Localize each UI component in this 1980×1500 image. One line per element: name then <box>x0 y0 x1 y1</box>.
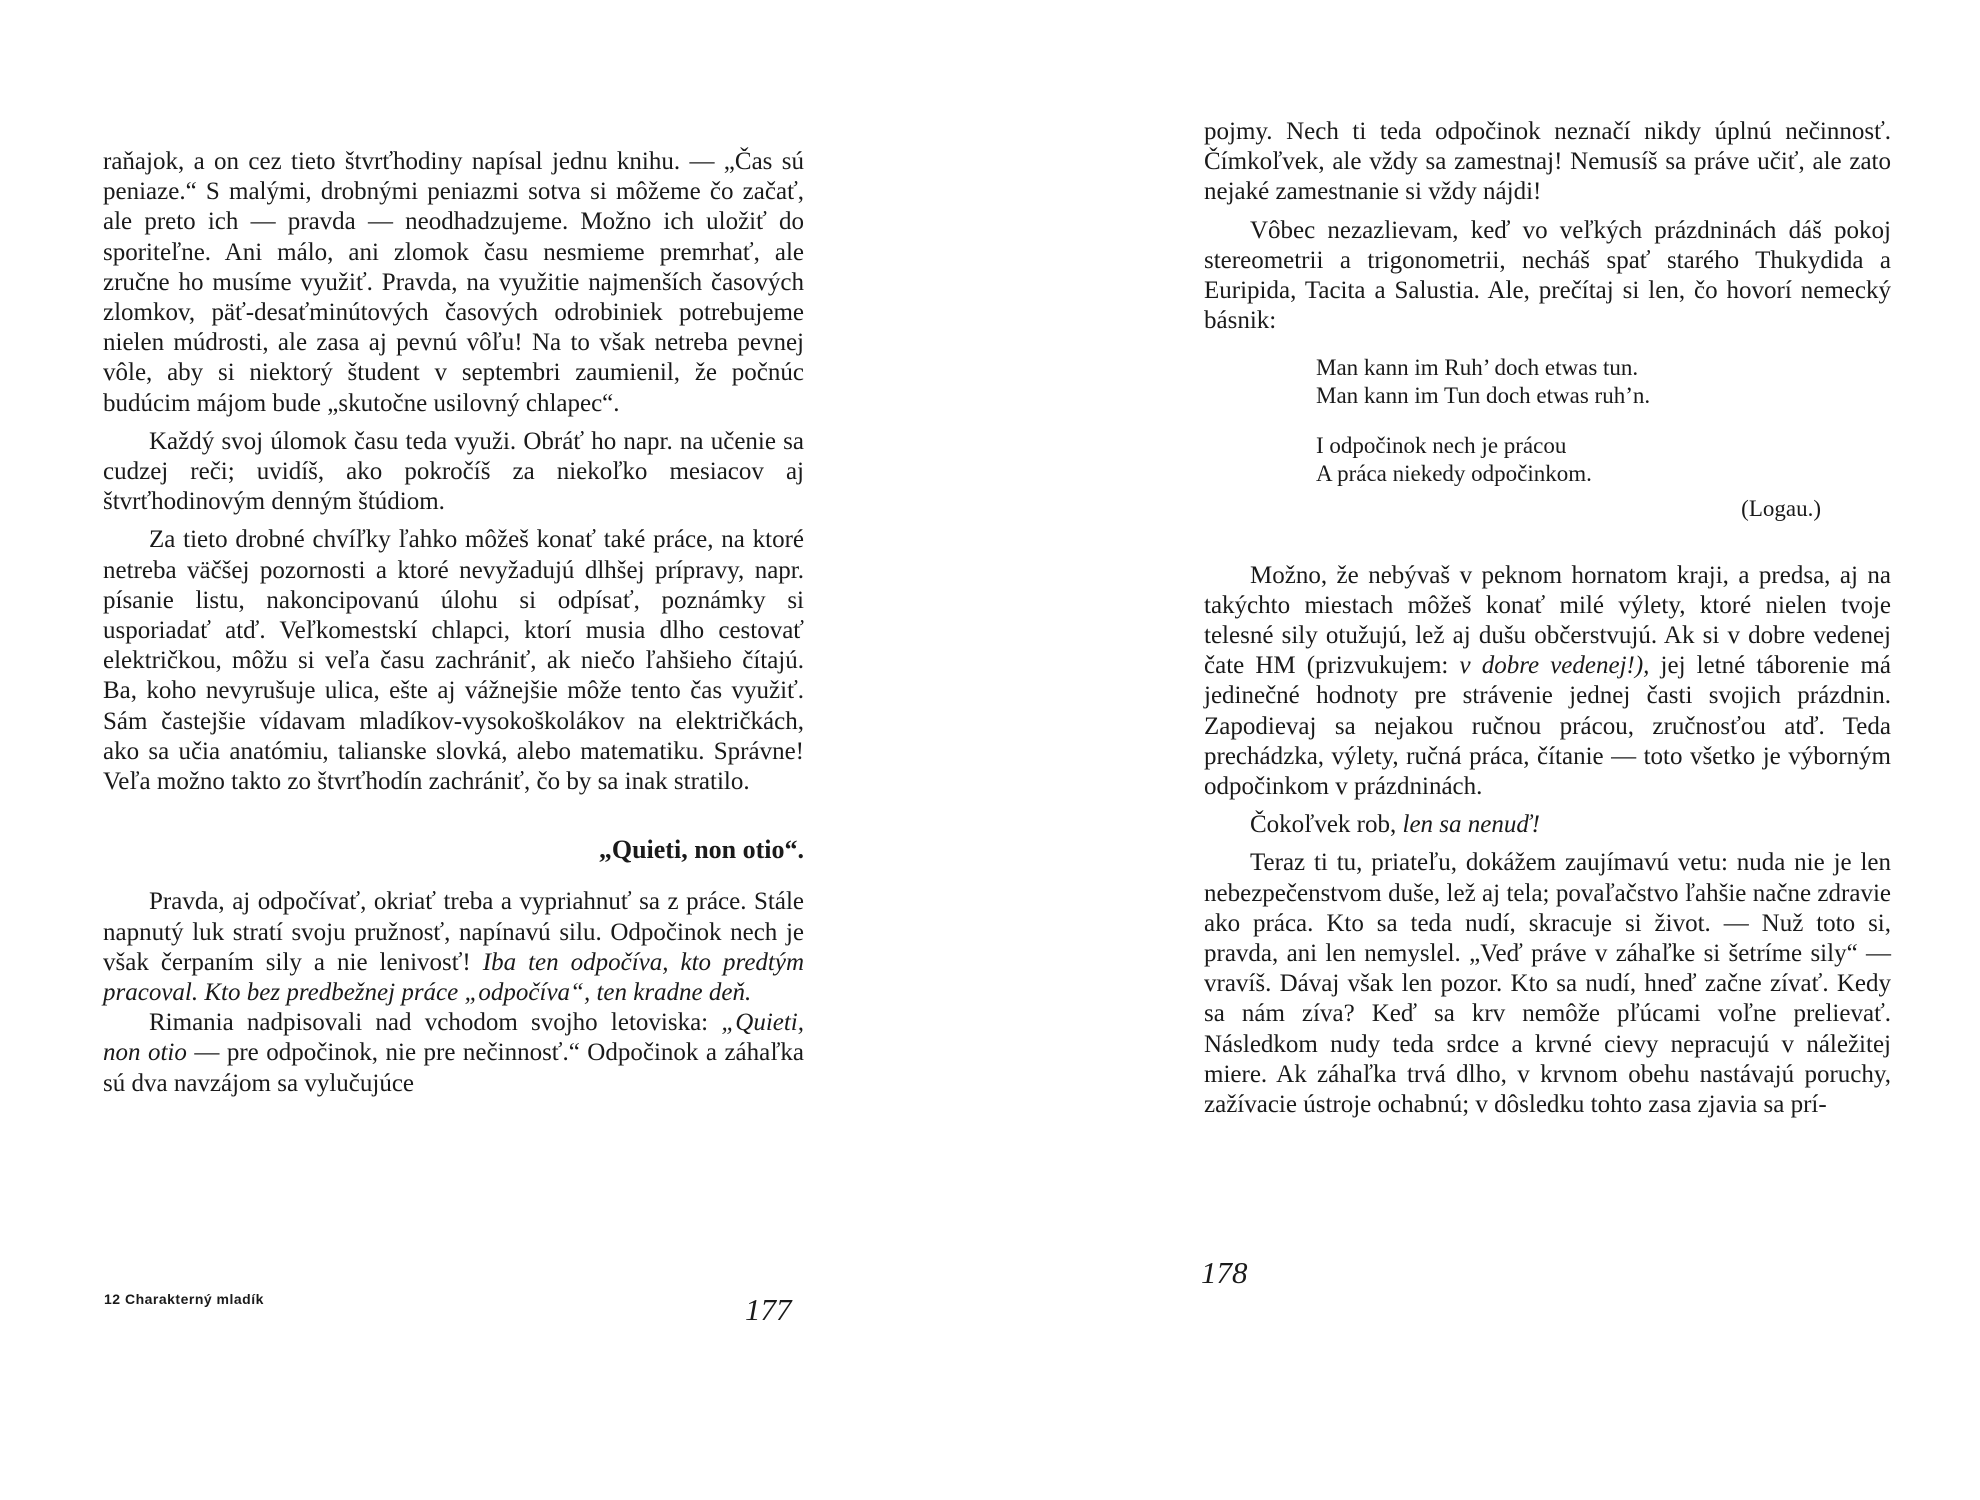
paragraph-text: Rimania nadpisovali nad vchodom svojho letoviska: <box>149 1009 709 1037</box>
italic-text: len sa nenuď! <box>1402 811 1540 839</box>
paragraph: Vôbec nezazlievam, keď vo veľkých prázdninách dáš pokoj stereometrii a trigonometrii, necháš spať starého Thukydida a Euripida, Tacita a Salustia. Ale, prečítaj si len, čo hovorí nemecký básnik: <box>1204 216 1891 335</box>
poem-stanza <box>1316 432 1891 488</box>
paragraph: pojmy. Nech ti teda odpočinok neznačí nikdy úplnú nečinnosť. Čímkoľvek, ale vždy sa zamestnaj! Nemusíš sa práve učiť, ale zato nejaké zamestnanie si vždy nájdi! <box>1204 118 1891 206</box>
paragraph: raňajok, a on cez tieto štvrťhodiny napísal jednu knihu. — „Čas sú peniaze.“ S malými, drobnými peniazmi sotva si môžeme čo začať, ale preto ich — pravda — neodhadzujeme. Možno ich uložiť do sporiteľne. Ani málo, ani zlomok času nesmieme premrhať, ale zručne ho musíme využiť. Pravda, na využitie najmenších časových zlomkov, päť-desaťminútových časových odrobiniek potrebujeme nielen múdrosti, ale zasa aj pevnú vôľu! Na to však netreba pevnej vôle, aby si niektorý študent v septembri zaumienil, že počnúc budúcim májom bude „skutočne usilovný chlapec“. <box>103 148 804 417</box>
poem-line: A práca niekedy odpočinkom. <box>1316 461 1592 487</box>
left-text-column <box>103 147 804 1099</box>
right-page <box>990 0 1980 1500</box>
right-text-column <box>1204 117 1891 1120</box>
paragraph <box>1204 810 1891 840</box>
page-number: 178 <box>1201 1255 1248 1290</box>
paragraph <box>103 887 804 1008</box>
paragraph-text: Možno, že nebývaš v peknom hornatom kraji, a predsa, aj na takýchto miestach môžeš konať milé výlety, ktoré nielen tvoje telesné sily otužujú, lež aj dušu občerstvujú. Ak si v dobre vedenej čate HM (prizvukujem: <box>1204 561 1891 680</box>
paragraph <box>103 1008 804 1099</box>
poem-line: Man kann im Ruh’ doch etwas tun. <box>1316 355 1639 381</box>
paragraph <box>1204 561 1891 803</box>
section-heading: „Quieti, non otio“. <box>598 835 804 865</box>
paragraph: Teraz ti tu, priateľu, dokážem zaujímavú vetu: nuda nie je len nebezpečenstvom duše, lež aj tela; povaľačstvo ľahšie načne zdravie ako práca. Kto sa teda nudí, skracuje si život. — Nuž toto si, pravda, ani len nemyslel. „Veď práve v záhaľke si šetríme sily“ — vravíš. Dávaj však len pozor. Kto sa nudí, hneď začne zívať. Kedy sa nám zíva? Keď sa krv nemôže pľúcami voľne prelievať. Následkom nudy teda srdce a krvné cievy nepracujú v náležitej miere. Ak záhaľka trvá dlho, v krvnom obehu nastávajú poruchy, zažívacie ústroje ochabnú; v dôsledku tohto zasa zjavia sa prí- <box>1204 849 1891 1119</box>
paragraph-text: jej letné táborenie má jedinečné hodnoty pre strávenie jednej časti svojich prázdnin. Zapodievaj sa nejakou ručnou prácou, zručnosťou atď. Teda prechádzka, výlety, ručná práca, čítanie — toto všetko je výborným odpočinkom v prázdninách. <box>1204 652 1891 801</box>
paragraph-text: — pre odpočinok, nie pre nečinnosť.“ Odpočinok a záhaľka sú dva navzájom sa vylučujúce <box>103 1039 804 1097</box>
paragraph-text: Čokoľvek rob, <box>1250 811 1397 839</box>
poem-line: I odpočinok nech je prácou <box>1316 433 1567 459</box>
italic-text: Iba ten odpočíva, kto predtým pracoval. Kto bez predbežnej práce „odpočíva“, ten kradne deň. <box>103 948 805 1007</box>
signature-footnote: 12 Charakterný mladík <box>104 1291 264 1307</box>
paragraph-text: Pravda, aj odpočívať, okriať treba a vypriahnuť sa z práce. Stále napnutý luk stratí svoju pružnosť, napínavú silu. Odpočinok nech je však čerpaním sily a nie lenivosť! <box>103 888 804 976</box>
paragraph: Za tieto drobné chvíľky ľahko môžeš konať také práce, na ktoré netreba väčšej pozornosti a ktoré nevyžadujú dlhšej prípravy, napr. písanie listu, nakoncipovanú úlohu si odpísať, poznámky si usporiadať atď. Veľkomestskí chlapci, ktorí musia dlho cestovať električkou, môžu si veľa času zachrániť, ak niečo ľahšieho čítajú. Ba, koho nevyrušuje ulica, ešte aj vážnejšie môže tento čas využiť. Sám častejšie vídavam mladíkov-vysokoškolákov na električkách, ako sa učia anatómiu, talianske slovká, alebo matematiku. Správne! Veľa možno takto zo štvrťhodín zachrániť, čo by sa inak stratilo. <box>103 526 804 796</box>
italic-text: v dobre vedenej!), <box>1459 652 1650 680</box>
poem-stanza <box>1316 354 1891 410</box>
poem <box>1316 354 1891 488</box>
poem-attribution: (Logau.) <box>1741 496 1821 522</box>
poem-line: Man kann im Tun doch etwas ruh’n. <box>1316 383 1651 409</box>
italic-text: „Quieti, non otio <box>103 1009 805 1067</box>
paragraph: Každý svoj úlomok času teda využi. Obráť ho napr. na učenie sa cudzej reči; uvidíš, ako pokročíš za niekoľko mesiacov aj štvrťhodinovým denným štúdiom. <box>103 427 804 516</box>
page-number: 177 <box>745 1292 792 1327</box>
